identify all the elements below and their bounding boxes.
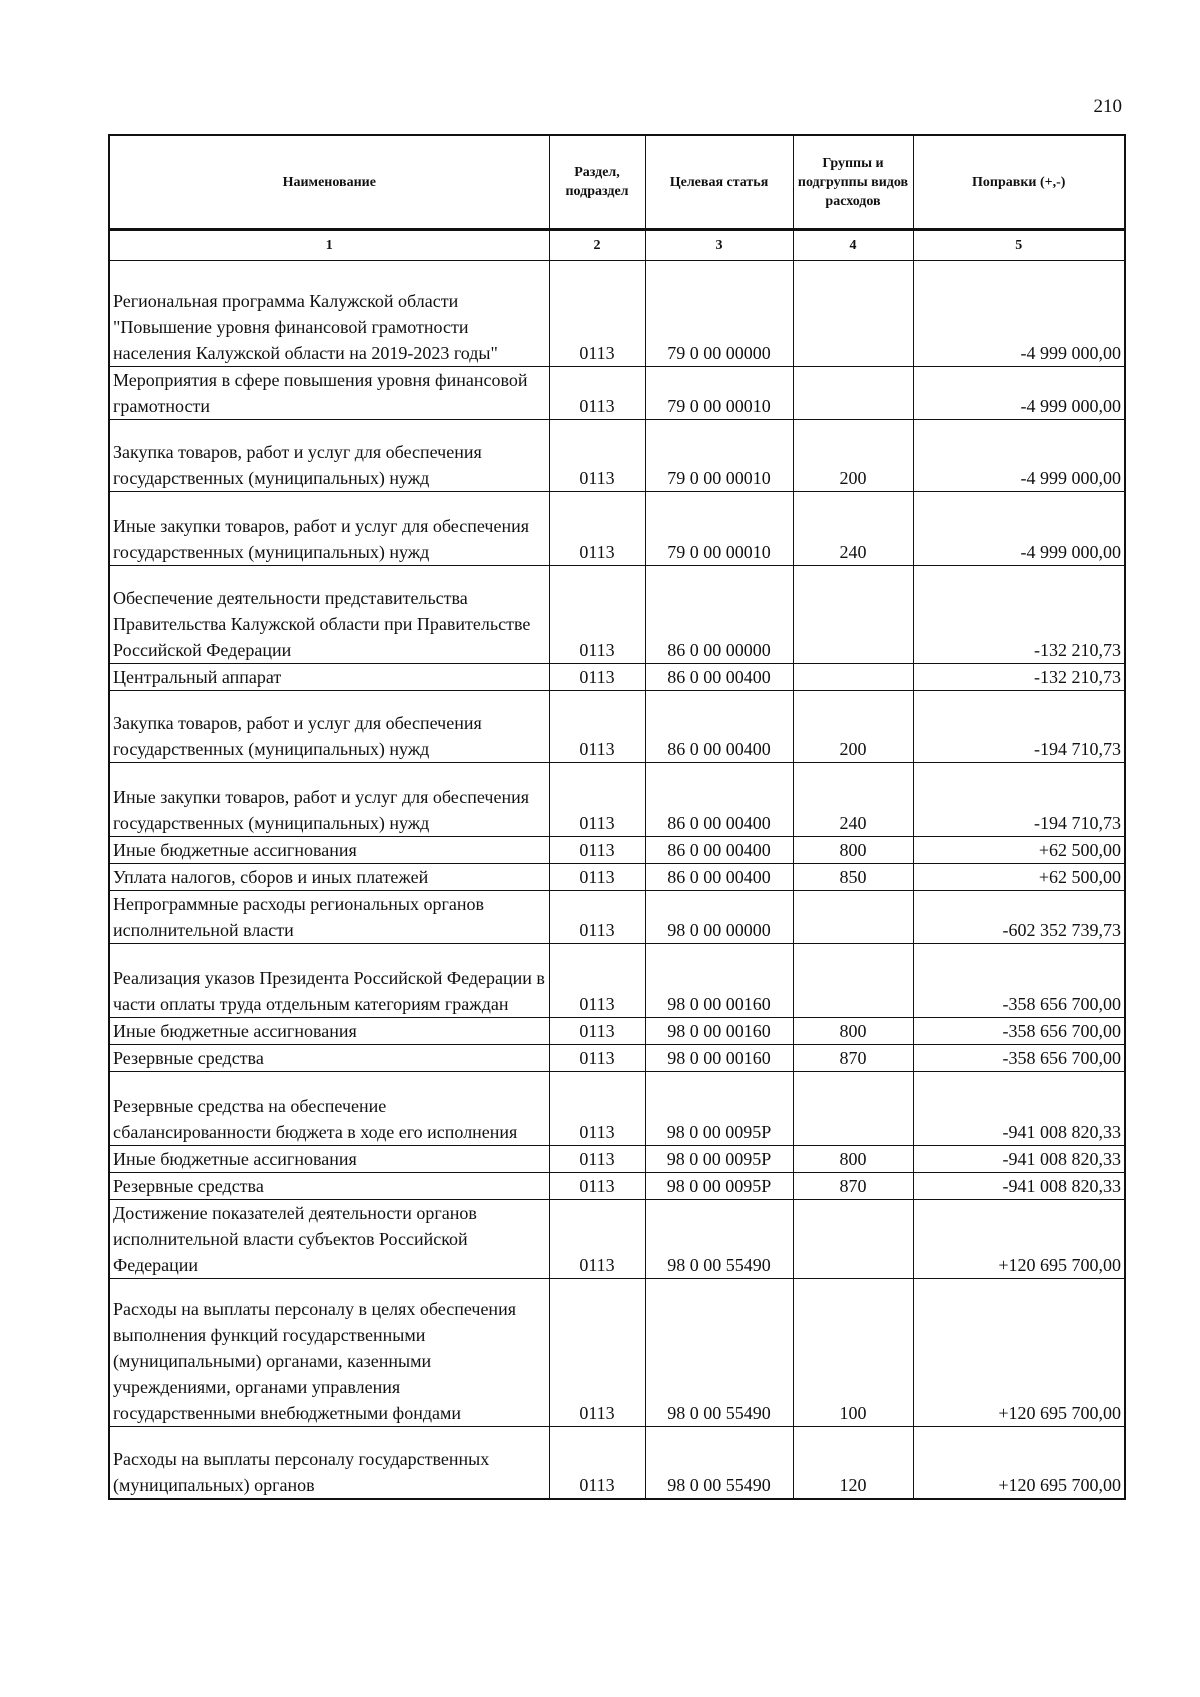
row-name: Непрограммные расходы региональных органов исполнительной власти <box>109 891 549 944</box>
row-section: 0113 <box>549 1279 645 1427</box>
row-section: 0113 <box>549 1072 645 1146</box>
row-section: 0113 <box>549 664 645 691</box>
row-amount: -941 008 820,33 <box>913 1146 1125 1173</box>
row-section: 0113 <box>549 864 645 891</box>
row-target: 98 0 00 55490 <box>645 1427 793 1499</box>
table-row <box>109 1146 1125 1173</box>
table-body <box>109 261 1125 1499</box>
row-target: 98 0 00 55490 <box>645 1200 793 1279</box>
row-group <box>793 261 913 367</box>
row-name: Обеспечение деятельности представительства Правительства Калужской области при Правительстве Российской Федерации <box>109 566 549 664</box>
row-section: 0113 <box>549 763 645 837</box>
row-amount: +120 695 700,00 <box>913 1279 1125 1427</box>
row-group: 240 <box>793 763 913 837</box>
row-amount: -4 999 000,00 <box>913 492 1125 566</box>
row-amount: +62 500,00 <box>913 864 1125 891</box>
row-amount: +62 500,00 <box>913 837 1125 864</box>
row-name: Уплата налогов, сборов и иных платежей <box>109 864 549 891</box>
row-name: Закупка товаров, работ и услуг для обеспечения государственных (муниципальных) нужд <box>109 691 549 763</box>
row-name: Реализация указов Президента Российской Федерации в части оплаты труда отдельным категориям граждан <box>109 944 549 1018</box>
row-group: 800 <box>793 1146 913 1173</box>
row-section: 0113 <box>549 367 645 420</box>
row-amount: -194 710,73 <box>913 691 1125 763</box>
row-section: 0113 <box>549 420 645 492</box>
row-amount: -194 710,73 <box>913 763 1125 837</box>
row-name: Закупка товаров, работ и услуг для обеспечения государственных (муниципальных) нужд <box>109 420 549 492</box>
row-group: 100 <box>793 1279 913 1427</box>
row-group: 870 <box>793 1045 913 1072</box>
table-row <box>109 891 1125 944</box>
table-row <box>109 420 1125 492</box>
row-group <box>793 944 913 1018</box>
table-row <box>109 1045 1125 1072</box>
row-group <box>793 1200 913 1279</box>
row-target: 98 0 00 00160 <box>645 1018 793 1045</box>
row-name: Иные закупки товаров, работ и услуг для обеспечения государственных (муниципальных) нужд <box>109 763 549 837</box>
row-section: 0113 <box>549 1018 645 1045</box>
row-group <box>793 891 913 944</box>
row-target: 79 0 00 00010 <box>645 367 793 420</box>
row-group: 200 <box>793 691 913 763</box>
row-name: Расходы на выплаты персоналу в целях обеспечения выполнения функций государственными (муниципальными) органами, казенными учреждениями, органами управления государственными внебюджетными фондами <box>109 1279 549 1427</box>
row-name: Региональная программа Калужской области "Повышение уровня финансовой грамотности населения Калужской области на 2019-2023 годы" <box>109 261 549 367</box>
row-group <box>793 1072 913 1146</box>
row-section: 0113 <box>549 837 645 864</box>
row-target: 79 0 00 00010 <box>645 420 793 492</box>
row-name: Резервные средства <box>109 1173 549 1200</box>
row-name: Иные бюджетные ассигнования <box>109 1018 549 1045</box>
table-row <box>109 944 1125 1018</box>
row-group <box>793 367 913 420</box>
table-row <box>109 492 1125 566</box>
row-group <box>793 566 913 664</box>
row-amount: -941 008 820,33 <box>913 1173 1125 1200</box>
row-name: Мероприятия в сфере повышения уровня финансовой грамотности <box>109 367 549 420</box>
row-target: 98 0 00 00160 <box>645 1045 793 1072</box>
column-number: 3 <box>645 230 793 261</box>
row-target: 98 0 00 00160 <box>645 944 793 1018</box>
row-target: 79 0 00 00010 <box>645 492 793 566</box>
table-row <box>109 1200 1125 1279</box>
row-section: 0113 <box>549 1200 645 1279</box>
row-amount: -358 656 700,00 <box>913 1018 1125 1045</box>
row-amount: -358 656 700,00 <box>913 1045 1125 1072</box>
header-name: Наименование <box>109 135 549 230</box>
row-amount: -4 999 000,00 <box>913 261 1125 367</box>
row-amount: -4 999 000,00 <box>913 420 1125 492</box>
row-section: 0113 <box>549 891 645 944</box>
column-number: 4 <box>793 230 913 261</box>
table-row <box>109 1018 1125 1045</box>
row-group: 800 <box>793 1018 913 1045</box>
table-row <box>109 261 1125 367</box>
row-section: 0113 <box>549 1173 645 1200</box>
table-row <box>109 763 1125 837</box>
table-row <box>109 566 1125 664</box>
row-section: 0113 <box>549 1427 645 1499</box>
row-section: 0113 <box>549 492 645 566</box>
row-name: Резервные средства <box>109 1045 549 1072</box>
table-row <box>109 1173 1125 1200</box>
table-row <box>109 367 1125 420</box>
row-target: 98 0 00 55490 <box>645 1279 793 1427</box>
row-target: 79 0 00 00000 <box>645 261 793 367</box>
table-row <box>109 691 1125 763</box>
row-target: 86 0 00 00400 <box>645 763 793 837</box>
row-group: 120 <box>793 1427 913 1499</box>
header-target: Целевая статья <box>645 135 793 230</box>
row-group: 240 <box>793 492 913 566</box>
budget-amendments-table <box>108 134 1126 1500</box>
row-name: Центральный аппарат <box>109 664 549 691</box>
table-row <box>109 664 1125 691</box>
row-name: Резервные средства на обеспечение сбалансированности бюджета в ходе его исполнения <box>109 1072 549 1146</box>
row-amount: -132 210,73 <box>913 664 1125 691</box>
row-group: 800 <box>793 837 913 864</box>
row-section: 0113 <box>549 566 645 664</box>
row-group <box>793 664 913 691</box>
header-section: Раздел, подраздел <box>549 135 645 230</box>
row-amount: -358 656 700,00 <box>913 944 1125 1018</box>
row-group: 200 <box>793 420 913 492</box>
table-row <box>109 1279 1125 1427</box>
row-target: 86 0 00 00400 <box>645 664 793 691</box>
row-target: 98 0 00 0095Р <box>645 1146 793 1173</box>
column-number: 5 <box>913 230 1125 261</box>
header-amendments: Поправки (+,-) <box>913 135 1125 230</box>
table-row <box>109 837 1125 864</box>
row-target: 98 0 00 0095Р <box>645 1173 793 1200</box>
table-row <box>109 864 1125 891</box>
row-group: 870 <box>793 1173 913 1200</box>
table-row <box>109 1427 1125 1499</box>
row-target: 86 0 00 00000 <box>645 566 793 664</box>
row-group: 850 <box>793 864 913 891</box>
row-amount: -941 008 820,33 <box>913 1072 1125 1146</box>
row-name: Иные закупки товаров, работ и услуг для обеспечения государственных (муниципальных) нужд <box>109 492 549 566</box>
row-target: 98 0 00 0095Р <box>645 1072 793 1146</box>
row-section: 0113 <box>549 691 645 763</box>
row-name: Иные бюджетные ассигнования <box>109 1146 549 1173</box>
row-target: 86 0 00 00400 <box>645 691 793 763</box>
row-section: 0113 <box>549 1146 645 1173</box>
page-number: 210 <box>1093 96 1122 117</box>
column-number: 2 <box>549 230 645 261</box>
row-target: 86 0 00 00400 <box>645 837 793 864</box>
row-amount: +120 695 700,00 <box>913 1200 1125 1279</box>
row-section: 0113 <box>549 1045 645 1072</box>
row-amount: -4 999 000,00 <box>913 367 1125 420</box>
row-target: 86 0 00 00400 <box>645 864 793 891</box>
row-target: 98 0 00 00000 <box>645 891 793 944</box>
table-row <box>109 1072 1125 1146</box>
row-name: Достижение показателей деятельности органов исполнительной власти субъектов Российской Федерации <box>109 1200 549 1279</box>
row-amount: -602 352 739,73 <box>913 891 1125 944</box>
row-amount: +120 695 700,00 <box>913 1427 1125 1499</box>
row-section: 0113 <box>549 944 645 1018</box>
row-name: Иные бюджетные ассигнования <box>109 837 549 864</box>
row-name: Расходы на выплаты персоналу государственных (муниципальных) органов <box>109 1427 549 1499</box>
column-number: 1 <box>109 230 549 261</box>
header-groups: Группы и подгруппы видов расходов <box>793 135 913 230</box>
row-amount: -132 210,73 <box>913 566 1125 664</box>
row-section: 0113 <box>549 261 645 367</box>
